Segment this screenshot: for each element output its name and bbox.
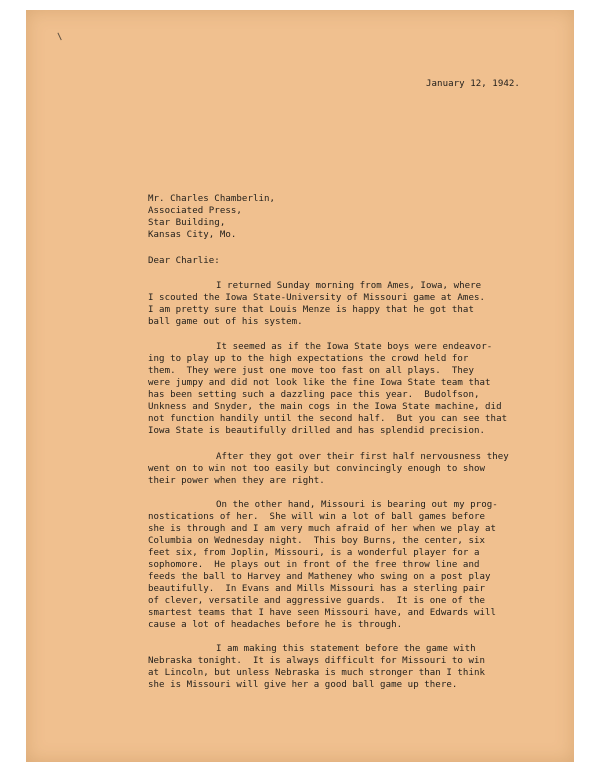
- body-line: smartest teams that I have seen Missouri have, and Edwards will: [148, 608, 497, 618]
- body-line: I am making this statement before the game with: [216, 644, 476, 654]
- letter-page: [26, 10, 574, 762]
- body-line: I returned Sunday morning from Ames, Iowa, where: [216, 281, 482, 291]
- body-line: It seemed as if the Iowa State boys were endeavor-: [216, 342, 493, 352]
- body-line: Columbia on Wednesday night. This boy Burns, the center, six: [148, 536, 486, 546]
- body-line: I scouted the Iowa State-University of Missouri game at Ames.: [148, 293, 486, 303]
- body-line: Iowa State is beautifully drilled and has splendid precision.: [148, 426, 486, 436]
- body-line: has been setting such a dazzling pace this year. Budolfson,: [148, 390, 480, 400]
- pencil-mark: [57, 32, 63, 41]
- recipient-org: Associated Press,: [148, 206, 242, 216]
- letter-date: January 12, 1942.: [426, 79, 520, 89]
- body-line: at Lincoln, but unless Nebraska is much stronger than I think: [148, 668, 486, 678]
- body-line: On the other hand, Missouri is bearing out my prog-: [216, 500, 498, 510]
- body-line: went on to win not too easily but convincingly enough to show: [148, 464, 486, 474]
- body-line: of clever, versatile and aggressive guards. It is one of the: [148, 596, 486, 606]
- body-line: their power when they are right.: [148, 476, 325, 486]
- recipient-name: Mr. Charles Chamberlin,: [148, 194, 276, 204]
- body-line: she is Missouri will give her a good ball game up there.: [148, 680, 458, 690]
- body-line: Nebraska tonight. It is always difficult for Missouri to win: [148, 656, 486, 666]
- recipient-city: Kansas City, Mo.: [148, 230, 237, 240]
- body-line: she is through and I am very much afraid of her when we play at: [148, 524, 497, 534]
- body-line: not function handily until the second half. But you can see that: [148, 414, 508, 424]
- body-line: feet six, from Joplin, Missouri, is a wonderful player for a: [148, 548, 480, 558]
- body-line: Unkness and Snyder, the main cogs in the Iowa State machine, did: [148, 402, 502, 412]
- body-line: nostications of her. She will win a lot of ball games before: [148, 512, 486, 522]
- body-line: ball game out of his system.: [148, 317, 303, 327]
- body-line: were jumpy and did not look like the fine Iowa State team that: [148, 378, 491, 388]
- body-line: I am pretty sure that Louis Menze is happy that he got that: [148, 305, 474, 315]
- recipient-building: Star Building,: [148, 218, 226, 228]
- body-line: feeds the ball to Harvey and Matheney who swing on a post play: [148, 572, 491, 582]
- body-line: After they got over their first half nervousness they: [216, 452, 509, 462]
- body-line: them. They were just one move too fast on all plays. They: [148, 366, 474, 376]
- body-line: beautifully. In Evans and Mills Missouri has a sterling pair: [148, 584, 486, 594]
- salutation: Dear Charlie:: [148, 256, 220, 266]
- body-line: cause a lot of headaches before he is through.: [148, 620, 403, 630]
- body-line: ing to play up to the high expectations the crowd held for: [148, 354, 469, 364]
- body-line: sophomore. He plays out in front of the free throw line and: [148, 560, 480, 570]
